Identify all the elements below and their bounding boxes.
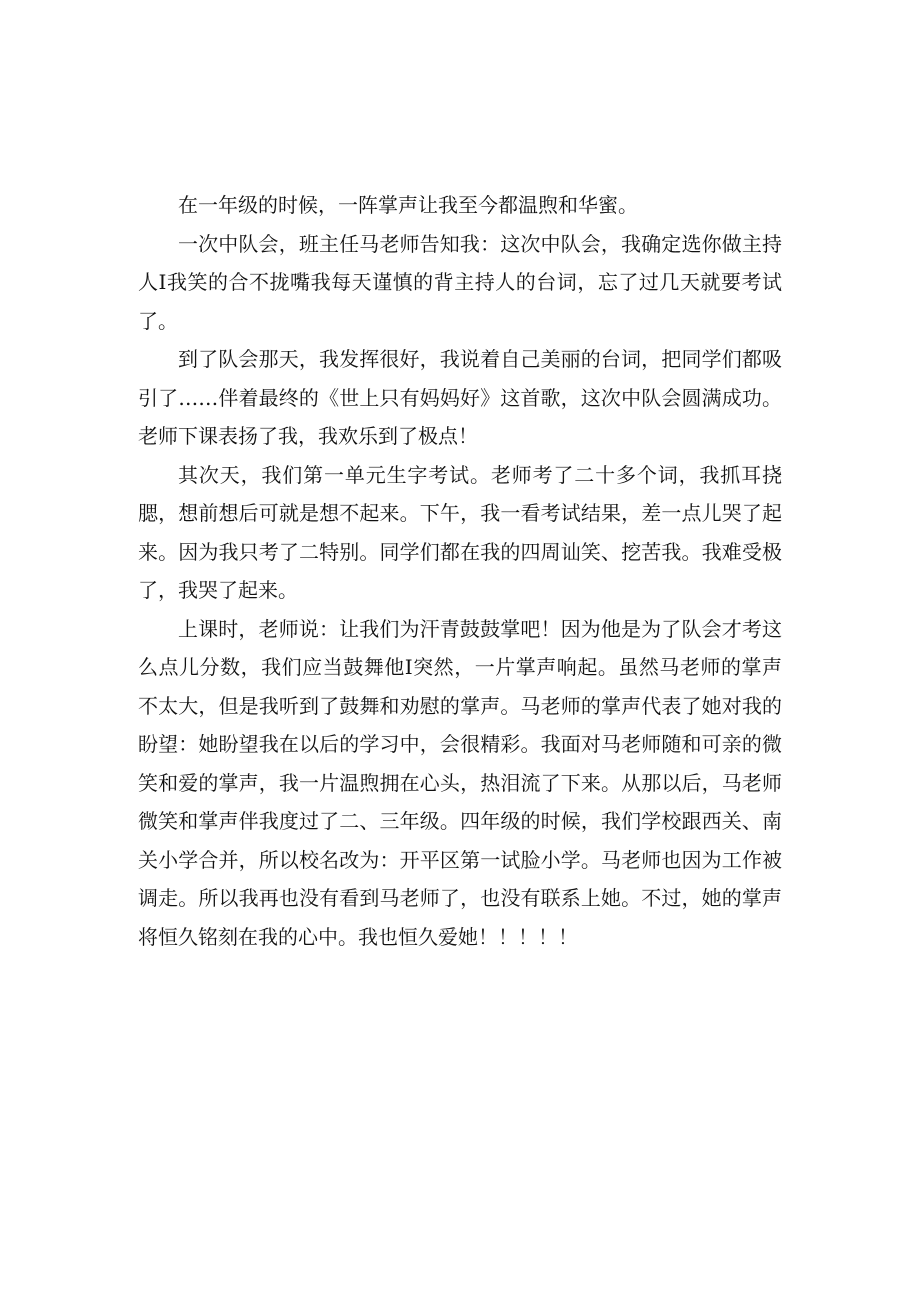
paragraph-2: 一次中队会，班主任马老师告知我：这次中队会，我确定选你做主持人I我笑的合不拢嘴我每天谨慎的背主持人的台词，忘了过几天就要考试了。 xyxy=(138,231,782,333)
paragraph-3: 到了队会那天，我发挥很好，我说着自己美丽的台词，把同学们都吸引了……伴着最终的《世上只有妈妈好》这首歌，这次中队会圆满成功。老师下课表扬了我，我欢乐到了极点！ xyxy=(138,347,782,448)
document-page xyxy=(138,186,782,956)
paragraph-1: 在一年级的时候，一阵掌声让我至今都温煦和华蜜。 xyxy=(178,193,638,217)
paragraph-4: 其次天，我们第一单元生字考试。老师考了二十多个词，我抓耳挠腮，想前想后可就是想不起来。下午，我一看考试结果，差一点儿哭了起来。因为我只考了二特别。同学们都在我的四周讪笑、挖苦我。我难受极了，我哭了起来。 xyxy=(138,462,782,602)
paragraph-5: 上课时，老师说：让我们为汗青鼓鼓掌吧！因为他是为了队会才考这么点儿分数，我们应当鼓舞他I突然，一片掌声响起。虽然马老师的掌声不太大，但是我听到了鼓舞和劝慰的掌声。马老师的掌声代表了她对我的盼望：她盼望我在以后的学习中，会很精彩。我面对马老师随和可亲的微笑和爱的掌声，我一片温煦拥在心头，热泪流了下来。从那以后，马老师微笑和掌声伴我度过了二、三年级。四年级的时候，我们学校跟西关、南关小学合并，所以校名改为：开平区第一试脸小学。马老师也因为工作被调走。所以我再也没有看到马老师了，也没有联系上她。不过，她的掌声将恒久铭刻在我的心中。我也恒久爱她！！！！！ xyxy=(138,616,782,949)
